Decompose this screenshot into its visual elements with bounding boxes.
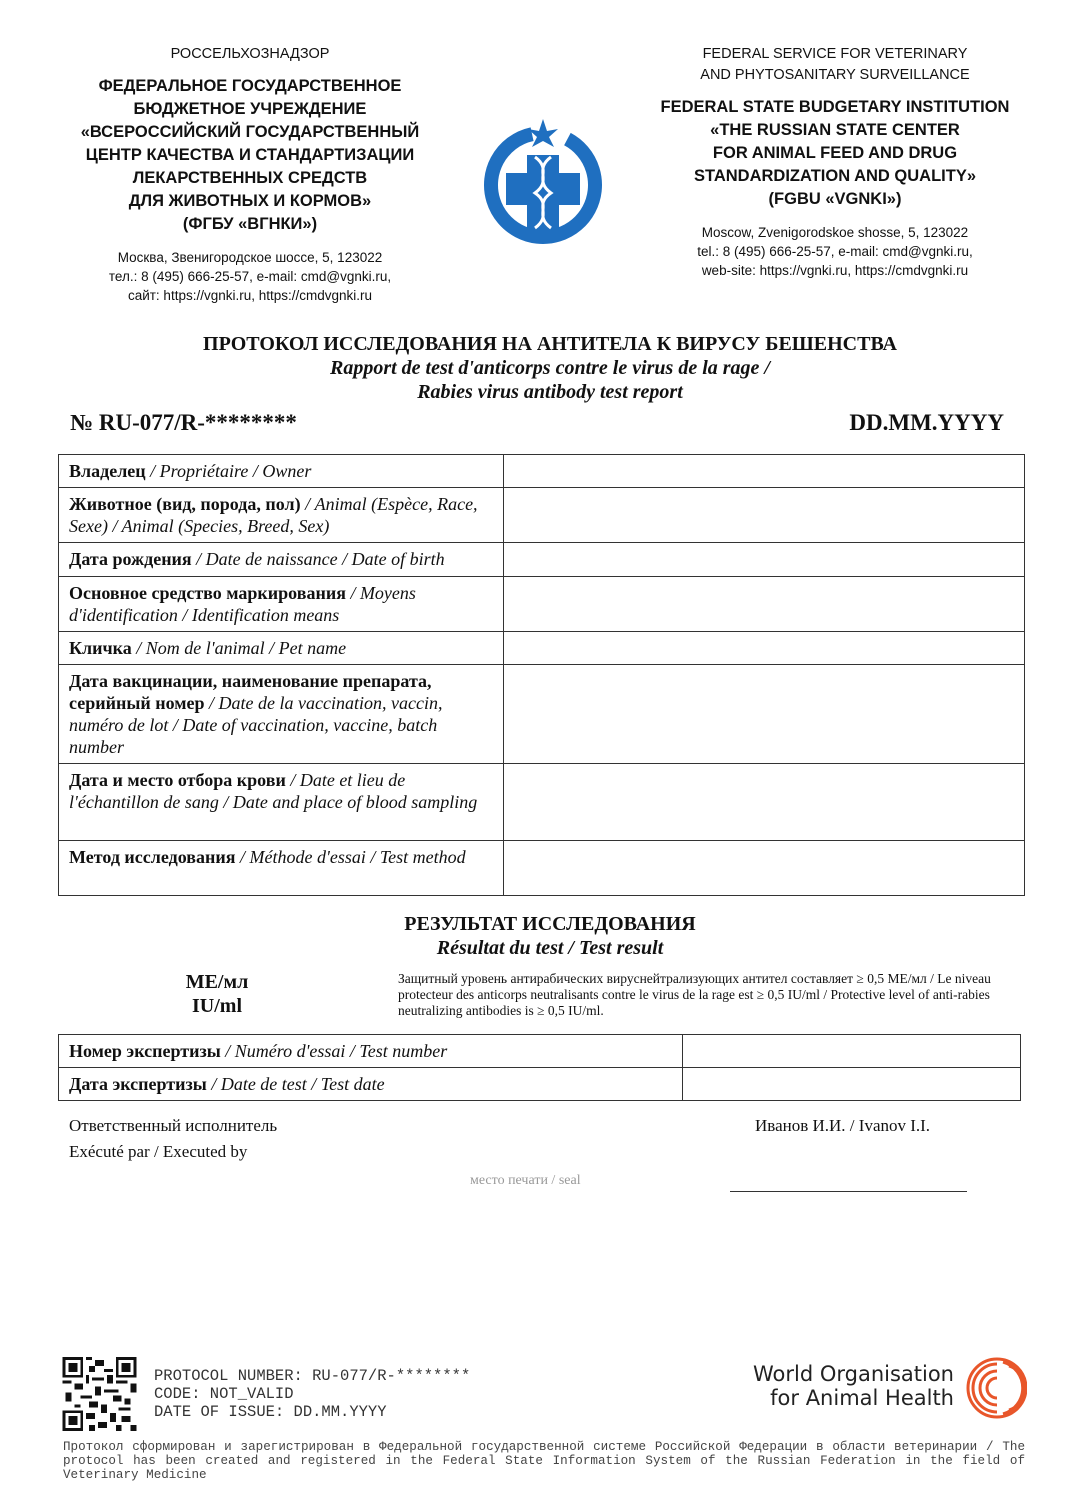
executed-by-tr: Exécuté par / Executed by <box>69 1142 248 1161</box>
table-row <box>59 543 1025 577</box>
footer-protocol-number: PROTOCOL NUMBER: RU-077/R-******** <box>154 1367 471 1385</box>
addr-line: web-site: https://vgnki.ru, https://cmdvgnki.ru <box>701 263 969 278</box>
woah-line: for Animal Health <box>770 1386 954 1410</box>
test-info-table <box>58 1034 1021 1101</box>
field-label: Дата экспертизы / Date de test / Test date <box>59 1068 683 1101</box>
footer-code: CODE: NOT_VALID <box>154 1385 294 1403</box>
vgnki-logo <box>478 115 608 245</box>
field-value[interactable] <box>504 632 1025 665</box>
org-name-en <box>625 96 1045 211</box>
addr-line: сайт: https://vgnki.ru, https://cmdvgnki.ru <box>127 288 373 303</box>
org-line: STANDARDIZATION AND QUALITY» <box>693 167 976 185</box>
title-fr: Rapport de test d'anticorps contre le virus de la rage / <box>330 357 770 379</box>
title-ru: ПРОТОКОЛ ИССЛЕДОВАНИЯ НА АНТИТЕЛА К ВИРУСУ БЕШЕНСТВА <box>203 333 897 355</box>
field-label: Основное средство маркирования / Moyens d'identification / Identification means <box>59 577 504 632</box>
field-value[interactable] <box>504 488 1025 543</box>
field-value[interactable] <box>504 577 1025 632</box>
org-line: FEDERAL STATE BUDGETARY INSTITUTION <box>660 98 1010 116</box>
table-row <box>59 1035 1021 1068</box>
footer-meta <box>154 1367 470 1421</box>
field-label: Номер экспертизы / Numéro d'essai / Test number <box>59 1035 683 1068</box>
org-name-ru <box>40 75 460 236</box>
field-label: Дата рождения / Date de naissance / Date of birth <box>59 543 504 577</box>
field-label: Дата и место отбора крови / Date et lieu de l'échantillon de sang / Date and place of blood sampling <box>59 764 504 841</box>
table-row <box>59 455 1025 488</box>
animal-info-table <box>58 454 1025 896</box>
result-title-tr: Résultat du test / Test result <box>436 937 664 959</box>
executor-name: Иванов И.И. / Ivanov I.I. <box>755 1116 931 1135</box>
agency-line: AND PHYTOSANITARY SURVEILLANCE <box>700 67 970 83</box>
protective-level-note: Защитный уровень антирабических вируснейтрализующих антител составляет ≥ 0,5 МЕ/мл / Le niveau protecteur des anticorps neutralisants contre le virus de la rage est ≥ 0,5 IU/ml / Protective level of anti-rabies neutralizing antibodies is ≥ 0,5 IU/ml. <box>398 971 991 1018</box>
header-left <box>40 44 460 305</box>
field-value[interactable] <box>504 665 1025 764</box>
agency-name-ru: РОССЕЛЬХОЗНАДЗОР <box>170 46 330 62</box>
field-value[interactable] <box>504 764 1025 841</box>
field-label: Кличка / Nom de l'animal / Pet name <box>59 632 504 665</box>
field-label: Владелец / Propriétaire / Owner <box>59 455 504 488</box>
table-row <box>59 665 1025 764</box>
executed-by-ru: Ответственный исполнитель <box>69 1116 278 1135</box>
field-label: Животное (вид, порода, пол) / Animal (Espèce, Race, Sexe) / Animal (Species, Breed, Sex) <box>59 488 504 543</box>
table-row <box>59 632 1025 665</box>
title-en: Rabies virus antibody test report <box>417 381 683 403</box>
signature-line <box>730 1191 967 1192</box>
org-line: БЮДЖЕТНОЕ УЧРЕЖДЕНИЕ <box>133 100 367 118</box>
unit-ru: МЕ/мл <box>185 971 249 993</box>
agency-name-en <box>625 44 1045 86</box>
org-line: «THE RUSSIAN STATE CENTER <box>710 121 960 139</box>
field-value[interactable] <box>504 543 1025 577</box>
table-row <box>59 488 1025 543</box>
addr-line: Москва, Звенигородское шоссе, 5, 123022 <box>117 250 383 265</box>
addr-line: тел.: 8 (495) 666-25-57, e-mail: cmd@vgnki.ru, <box>108 269 392 284</box>
addr-line: Moscow, Zvenigorodskoe shosse, 5, 123022 <box>701 225 969 240</box>
woah-logo-text <box>753 1362 954 1410</box>
addr-line: tel.: 8 (495) 666-25-57, e-mail: cmd@vgnki.ru, <box>697 244 973 259</box>
woah-logo-icon <box>963 1356 1027 1420</box>
table-row <box>59 577 1025 632</box>
result-unit <box>150 970 284 1018</box>
unit-en: IU/ml <box>192 995 242 1017</box>
seal-placeholder: место печати / seal <box>470 1173 581 1188</box>
protocol-number: № RU-077/R-******** <box>70 410 297 435</box>
field-label: Метод исследования / Méthode d'essai / Test method <box>59 841 504 896</box>
protocol-date: DD.MM.YYYY <box>849 410 1004 435</box>
qr-code <box>62 1357 137 1431</box>
table-row <box>59 1068 1021 1101</box>
org-line: FOR ANIMAL FEED AND DRUG <box>712 144 958 162</box>
org-line: ЛЕКАРСТВЕННЫХ СРЕДСТВ <box>132 169 368 187</box>
result-title-ru: РЕЗУЛЬТАТ ИССЛЕДОВАНИЯ <box>404 913 696 935</box>
org-line: ЦЕНТР КАЧЕСТВА И СТАНДАРТИЗАЦИИ <box>85 146 415 164</box>
header-right <box>625 44 1045 280</box>
footer-date-of-issue: DATE OF ISSUE: DD.MM.YYYY <box>154 1403 387 1421</box>
address-ru <box>40 248 460 305</box>
registry-note: Протокол сформирован и зарегистрирован в Федеральной государственной системе Российской Федерации в области ветеринарии / The protocol has been created and registered in the Federal State Information System of the Russian Federation in the field of Veterinary Medicine <box>63 1440 1025 1482</box>
woah-line: World Organisation <box>752 1362 954 1386</box>
org-line: (FGBU «VGNKI») <box>768 190 902 208</box>
org-line: (ФГБУ «ВГНКИ») <box>182 215 318 233</box>
org-line: ФЕДЕРАЛЬНОЕ ГОСУДАРСТВЕННОЕ <box>98 77 402 95</box>
table-row <box>59 841 1025 896</box>
address-en <box>625 223 1045 280</box>
field-value[interactable] <box>504 455 1025 488</box>
field-label: Дата вакцинации, наименование препарата, серийный номер / Date de la vaccination, vaccin, numéro de lot / Date of vaccination, vaccine, batch number <box>59 665 504 764</box>
field-value[interactable] <box>683 1035 1021 1068</box>
org-line: «ВСЕРОССИЙСКИЙ ГОСУДАРСТВЕННЫЙ <box>80 123 420 141</box>
org-line: ДЛЯ ЖИВОТНЫХ И КОРМОВ» <box>128 192 372 210</box>
table-row <box>59 764 1025 841</box>
field-value[interactable] <box>504 841 1025 896</box>
field-value[interactable] <box>683 1068 1021 1101</box>
agency-line: FEDERAL SERVICE FOR VETERINARY <box>702 46 968 62</box>
